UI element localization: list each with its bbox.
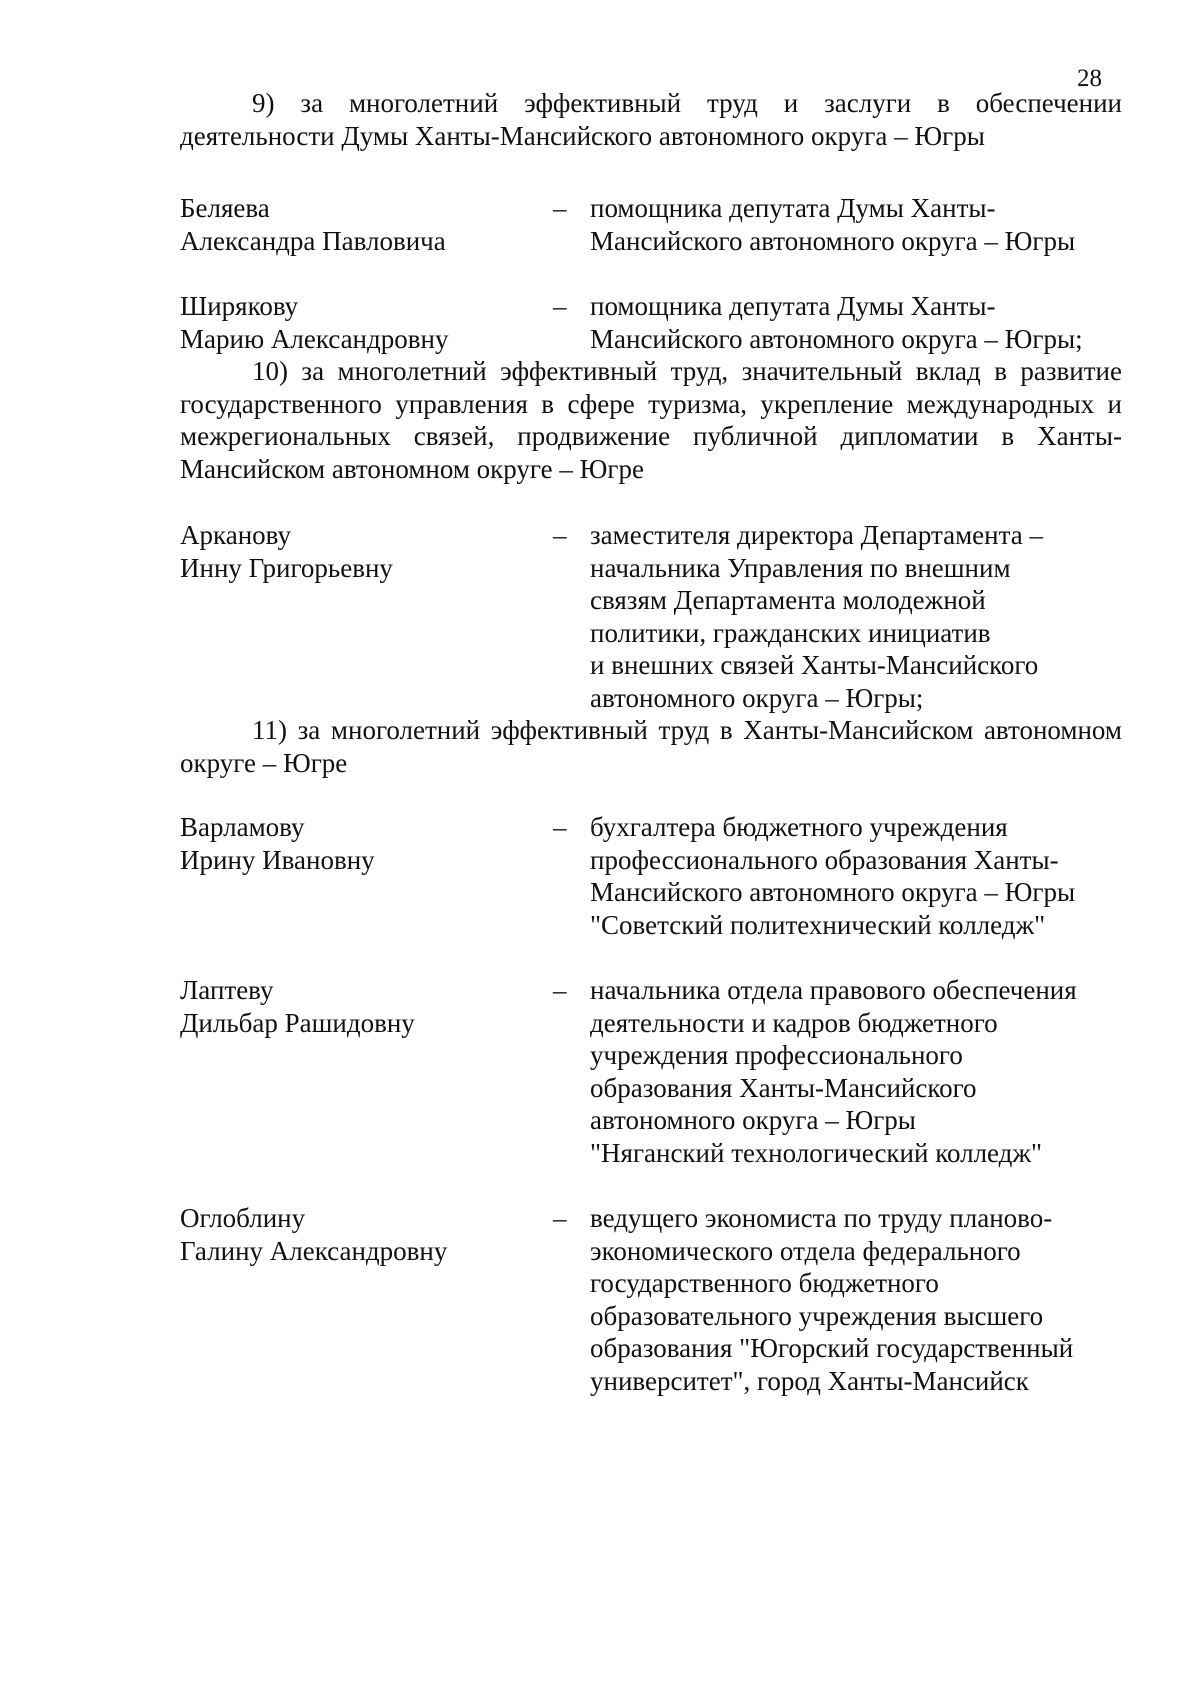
recipient-position xyxy=(590,192,1122,257)
recipient-position-line: Мансийского автономного округа – Югры xyxy=(590,877,1076,907)
recipient-position-line: Мансийского автономного округа – Югры xyxy=(590,225,1076,256)
recipient-position-line: начальника Управления по внешним xyxy=(590,552,1011,583)
recipient-position-line: помощника депутата Думы Ханты- xyxy=(590,291,996,321)
entry-dash: – xyxy=(553,812,567,842)
recipient-name-line: Инну Григорьевну xyxy=(180,552,393,583)
recipient-position-line: образования Ханты-Мансийского xyxy=(590,1072,977,1103)
recipient-position xyxy=(590,1202,1122,1397)
recipient-name-line: Ирину Ивановну xyxy=(180,844,375,875)
recipient-name xyxy=(180,1202,540,1267)
recipient-position-line: государственного бюджетного xyxy=(590,1268,939,1298)
recipient-position xyxy=(590,290,1122,355)
recipient-position-line: Мансийского автономного округа – Югры; xyxy=(590,323,1083,354)
recipient-position-line: "Советский политехнический колледж" xyxy=(590,909,1046,940)
recipient-position-line: начальника отдела правового обеспечения xyxy=(590,975,1077,1005)
recipient-position-line: автономного округа – Югры xyxy=(590,1105,916,1135)
recipient-name-line: Лаптеву xyxy=(180,975,274,1005)
recipient-name xyxy=(180,290,540,355)
recipient-position xyxy=(590,811,1122,941)
recipient-position-line: профессионального образования Ханты- xyxy=(590,844,1059,875)
entry-dash: – xyxy=(553,193,567,223)
entry-dash: – xyxy=(553,1203,567,1233)
page-number: 28 xyxy=(1077,65,1102,92)
recipient-name-line: Галину Александровну xyxy=(180,1235,448,1266)
recipient-position-line: бухгалтера бюджетного учреждения xyxy=(590,812,1008,842)
recipient-name-line: Марию Александровну xyxy=(180,323,449,354)
recipient-position-line: экономического отдела федерального xyxy=(590,1235,1021,1266)
recipient-name xyxy=(180,519,540,584)
section-heading: 11) за многолетний эффективный труд в Ханты-Мансийском автономном округе – Югре xyxy=(180,715,1122,778)
recipient-name-line: Александра Павловича xyxy=(180,225,446,256)
section-9-heading-block xyxy=(180,87,1122,152)
recipient-position-line: помощника депутата Думы Ханты- xyxy=(590,193,996,223)
recipient-position-line: деятельности и кадров бюджетного xyxy=(590,1007,998,1038)
recipient-position-line: и внешних связей Ханты-Мансийского xyxy=(590,650,1039,680)
recipient-position-line: автономного округа – Югры; xyxy=(590,682,924,713)
recipient-position-line: образования "Югорский государственный xyxy=(590,1333,1074,1363)
recipient-name-line: Арканову xyxy=(180,520,291,550)
recipient-name-line: Беляева xyxy=(180,193,270,223)
recipient-name xyxy=(180,192,540,257)
entry-dash: – xyxy=(553,975,567,1005)
recipient-name-line: Ширякову xyxy=(180,291,299,321)
recipient-name xyxy=(180,974,540,1039)
recipient-name-line: Оглоблину xyxy=(180,1203,306,1233)
recipient-name-line: Дильбар Рашидовну xyxy=(180,1007,415,1038)
recipient-position-line: заместителя директора Департамента – xyxy=(590,520,1043,550)
recipient-position-line: политики, гражданских инициатив xyxy=(590,617,991,648)
recipient-position-line: ведущего экономиста по труду планово- xyxy=(590,1203,1053,1233)
recipient-position-line: учреждения профессионального xyxy=(590,1040,963,1070)
section-10-heading-block xyxy=(180,355,1122,485)
section-heading: 10) за многолетний эффективный труд, значительный вклад в развитие государственного управления в сфере туризма, укрепление международных и межрегиональных связей, продвижение публичной дипломатии в Ханты-Мансийском автономном округе – Югре xyxy=(180,356,1122,484)
recipient-name-line: Варламову xyxy=(180,812,305,842)
recipient-position-line: "Няганский технологический колледж" xyxy=(590,1137,1043,1168)
section-11-heading-block xyxy=(180,714,1122,779)
entry-dash: – xyxy=(553,520,567,550)
recipient-position xyxy=(590,519,1122,714)
recipient-position-line: университет", город Ханты-Мансийск xyxy=(590,1365,1029,1396)
entry-dash: – xyxy=(553,291,567,321)
recipient-position-line: связям Департамента молодежной xyxy=(590,585,986,615)
recipient-position-line: образовательного учреждения высшего xyxy=(590,1300,1044,1331)
section-heading: 9) за многолетний эффективный труд и заслуги в обеспечении деятельности Думы Ханты-Мансийского автономного округа – Югры xyxy=(180,88,1122,151)
recipient-position xyxy=(590,974,1122,1169)
recipient-name xyxy=(180,811,540,876)
